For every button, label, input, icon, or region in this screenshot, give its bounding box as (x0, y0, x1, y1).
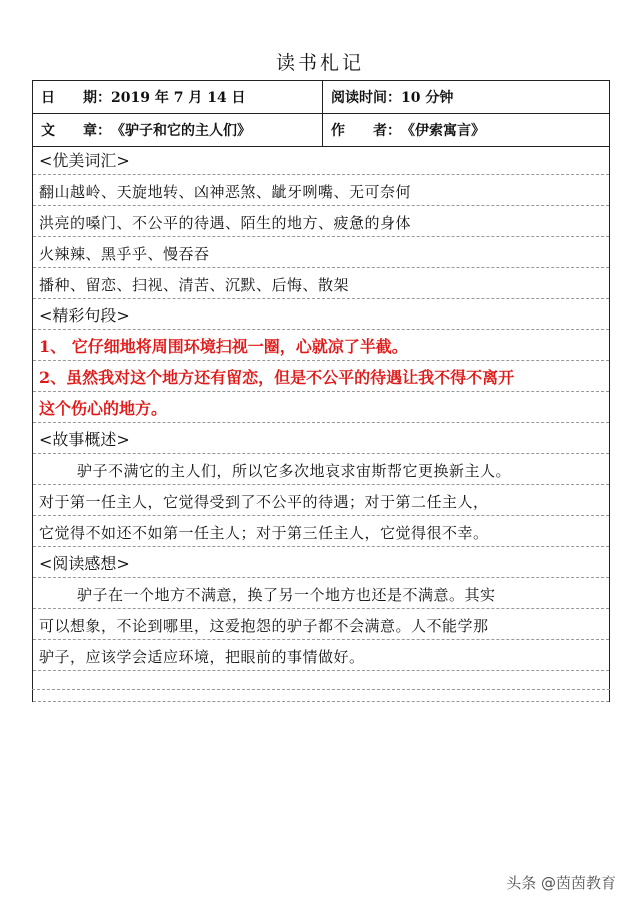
reflection-line: 可以想象，不论到哪里，这爱抱怨的驴子都不会满意。人不能学那 (33, 609, 609, 640)
blank-line (33, 671, 609, 702)
reflection-line: 驴子在一个地方不满意，换了另一个地方也还是不满意。其实 (33, 578, 609, 609)
vocab-line: 播种、留恋、扫视、清苦、沉默、后悔、散架 (33, 268, 609, 299)
article-value: 《驴子和它的主人们》 (111, 123, 251, 139)
author-label: 作 者： (331, 123, 401, 139)
summary-line: 它觉得不如还不如第一任主人；对于第三任主人，它觉得很不幸。 (33, 516, 609, 547)
watermark: 头条 @茵茵教育 (506, 874, 616, 892)
summary-heading: <故事概述> (33, 423, 609, 454)
reading-time-cell (323, 81, 609, 113)
date-label: 日 期： (41, 90, 111, 106)
excerpt-line: 1、 它仔细地将周围环境扫视一圈，心就凉了半截。 (33, 330, 609, 361)
author-cell (323, 114, 609, 146)
info-row-article (33, 114, 609, 146)
excerpt-line: 这个伤心的地方。 (33, 392, 609, 423)
blank-line (32, 689, 610, 690)
excerpt-line: 2、虽然我对这个地方还有留恋，但是不公平的待遇让我不得不离开 (33, 361, 609, 392)
vocab-heading: <优美词汇> (33, 144, 609, 175)
vocab-line: 翻山越岭、天旋地转、凶神恶煞、龇牙咧嘴、无可奈何 (33, 175, 609, 206)
info-row-date (33, 81, 609, 114)
date-value: 2019 年 7 月 14 日 (111, 90, 246, 106)
author-value: 《伊索寓言》 (401, 123, 485, 139)
page-title: 读书札记 (275, 52, 364, 74)
excerpts-heading: <精彩句段> (33, 299, 609, 330)
vocab-line: 洪亮的嗓门、不公平的待遇、陌生的地方、疲惫的身体 (33, 206, 609, 237)
reading-time-value: 10 分钟 (401, 90, 454, 106)
summary-line: 驴子不满它的主人们，所以它多次地哀求宙斯帮它更换新主人。 (33, 454, 609, 485)
summary-line: 对于第一任主人，它觉得受到了不公平的待遇；对于第二任主人， (33, 485, 609, 516)
article-cell (33, 114, 323, 146)
reflection-line: 驴子，应该学会适应环境，把眼前的事情做好。 (33, 640, 609, 671)
reading-time-label: 阅读时间： (331, 90, 401, 106)
info-table (32, 80, 610, 147)
notes-sheet (32, 144, 610, 702)
date-cell (33, 81, 323, 113)
vocab-line: 火辣辣、黑乎乎、慢吞吞 (33, 237, 609, 268)
article-label: 文 章： (41, 123, 111, 139)
reflection-heading: <阅读感想> (33, 547, 609, 578)
